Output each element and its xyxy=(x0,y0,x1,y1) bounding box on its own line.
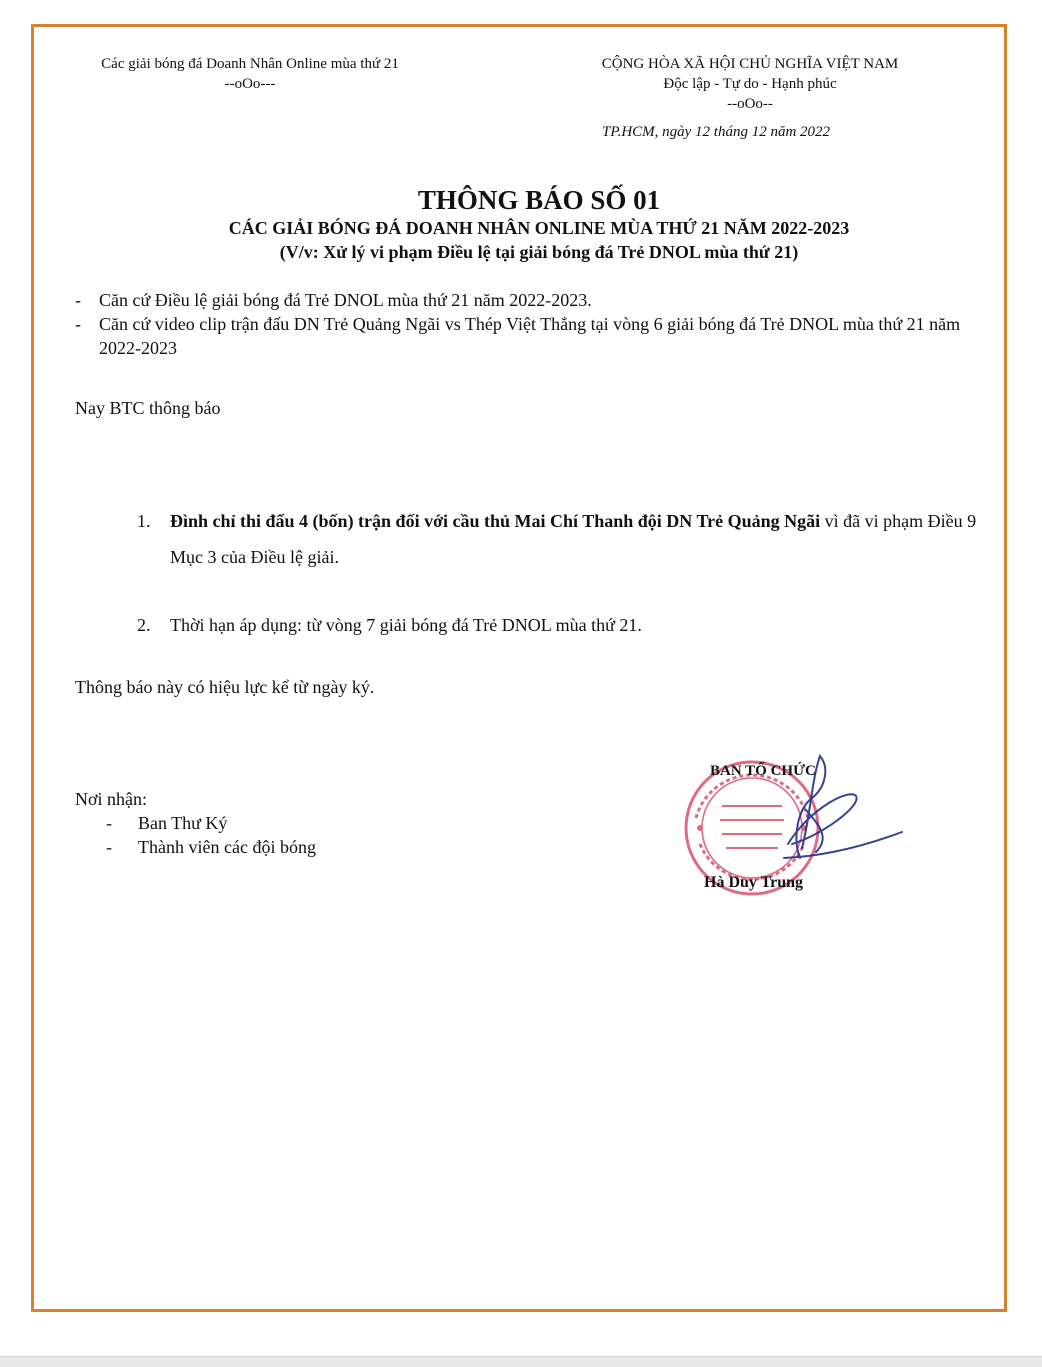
header-left-divider: --oOo--- xyxy=(224,76,276,92)
effective-statement: Thông báo này có hiệu lực kể từ ngày ký. xyxy=(75,677,375,697)
signing-authority: BAN TỔ CHỨC xyxy=(710,763,816,779)
item-number: 2. xyxy=(137,615,151,635)
recipient-name: Thành viên các đội bóng xyxy=(138,837,316,857)
recipients xyxy=(75,787,316,859)
national-title: CỘNG HÒA XÃ HỘI CHỦ NGHĨA VIỆT NAM xyxy=(601,56,899,72)
header-right-divider: --oOo-- xyxy=(727,96,773,112)
list-item xyxy=(75,811,316,835)
document-title: THÔNG BÁO SỐ 01 xyxy=(417,185,661,215)
bullet-dash: - xyxy=(106,837,112,857)
bullet-dash: - xyxy=(75,314,81,334)
organizer-name: Các giải bóng đá Doanh Nhân Online mùa thứ 21 xyxy=(101,56,399,72)
header-right xyxy=(560,54,940,114)
list-item xyxy=(75,288,985,312)
document-subtitle: CÁC GIẢI BÓNG ĐÁ DOANH NHÂN ONLINE MÙA THỨ 21 NĂM 2022-2023 xyxy=(228,218,850,238)
decision-bold-text: Đình chỉ thi đấu 4 (bốn) trận đối với cầu thủ Mai Chí Thanh đội DN Trẻ Quảng Ngãi xyxy=(170,511,821,531)
list-item xyxy=(75,312,985,360)
recipients-label: Nơi nhận: xyxy=(75,789,148,809)
basis-text: Căn cứ Điều lệ giải bóng đá Trẻ DNOL mùa thứ 21 năm 2022-2023. xyxy=(99,290,592,310)
bottom-scroll-strip xyxy=(0,1356,1042,1367)
date-line: TP.HCM, ngày 12 tháng 12 năm 2022 xyxy=(602,124,831,140)
bullet-dash: - xyxy=(106,813,112,833)
national-motto: Độc lập - Tự do - Hạnh phúc xyxy=(663,76,837,92)
item-number: 1. xyxy=(137,511,151,531)
list-item xyxy=(137,607,997,643)
list-item xyxy=(137,503,997,575)
decision-text: vì đã vi phạm Điều 9 Mục 3 của Điều lệ giải. xyxy=(170,511,977,567)
document-subject: (V/v: Xử lý vi phạm Điều lệ tại giải bóng đá Trẻ DNOL mùa thứ 21) xyxy=(279,242,799,262)
bullet-dash: - xyxy=(75,290,81,310)
decisions-list xyxy=(137,503,997,643)
list-item xyxy=(75,835,316,859)
header-left xyxy=(60,54,440,94)
basis-text: Căn cứ video clip trận đấu DN Trẻ Quảng Ngãi vs Thép Việt Thắng tại vòng 6 giải bóng đá Trẻ DNOL mùa thứ 21 năm 2022-2023 xyxy=(99,314,961,358)
intro-text: Nay BTC thông báo xyxy=(75,398,221,418)
legal-bases xyxy=(75,288,985,360)
title-block xyxy=(40,184,1038,264)
recipient-name: Ban Thư Ký xyxy=(138,813,228,833)
decision-text: Thời hạn áp dụng: từ vòng 7 giải bóng đá Trẻ DNOL mùa thứ 21. xyxy=(170,615,642,635)
signer-name: Hà Duy Trung xyxy=(704,874,803,891)
